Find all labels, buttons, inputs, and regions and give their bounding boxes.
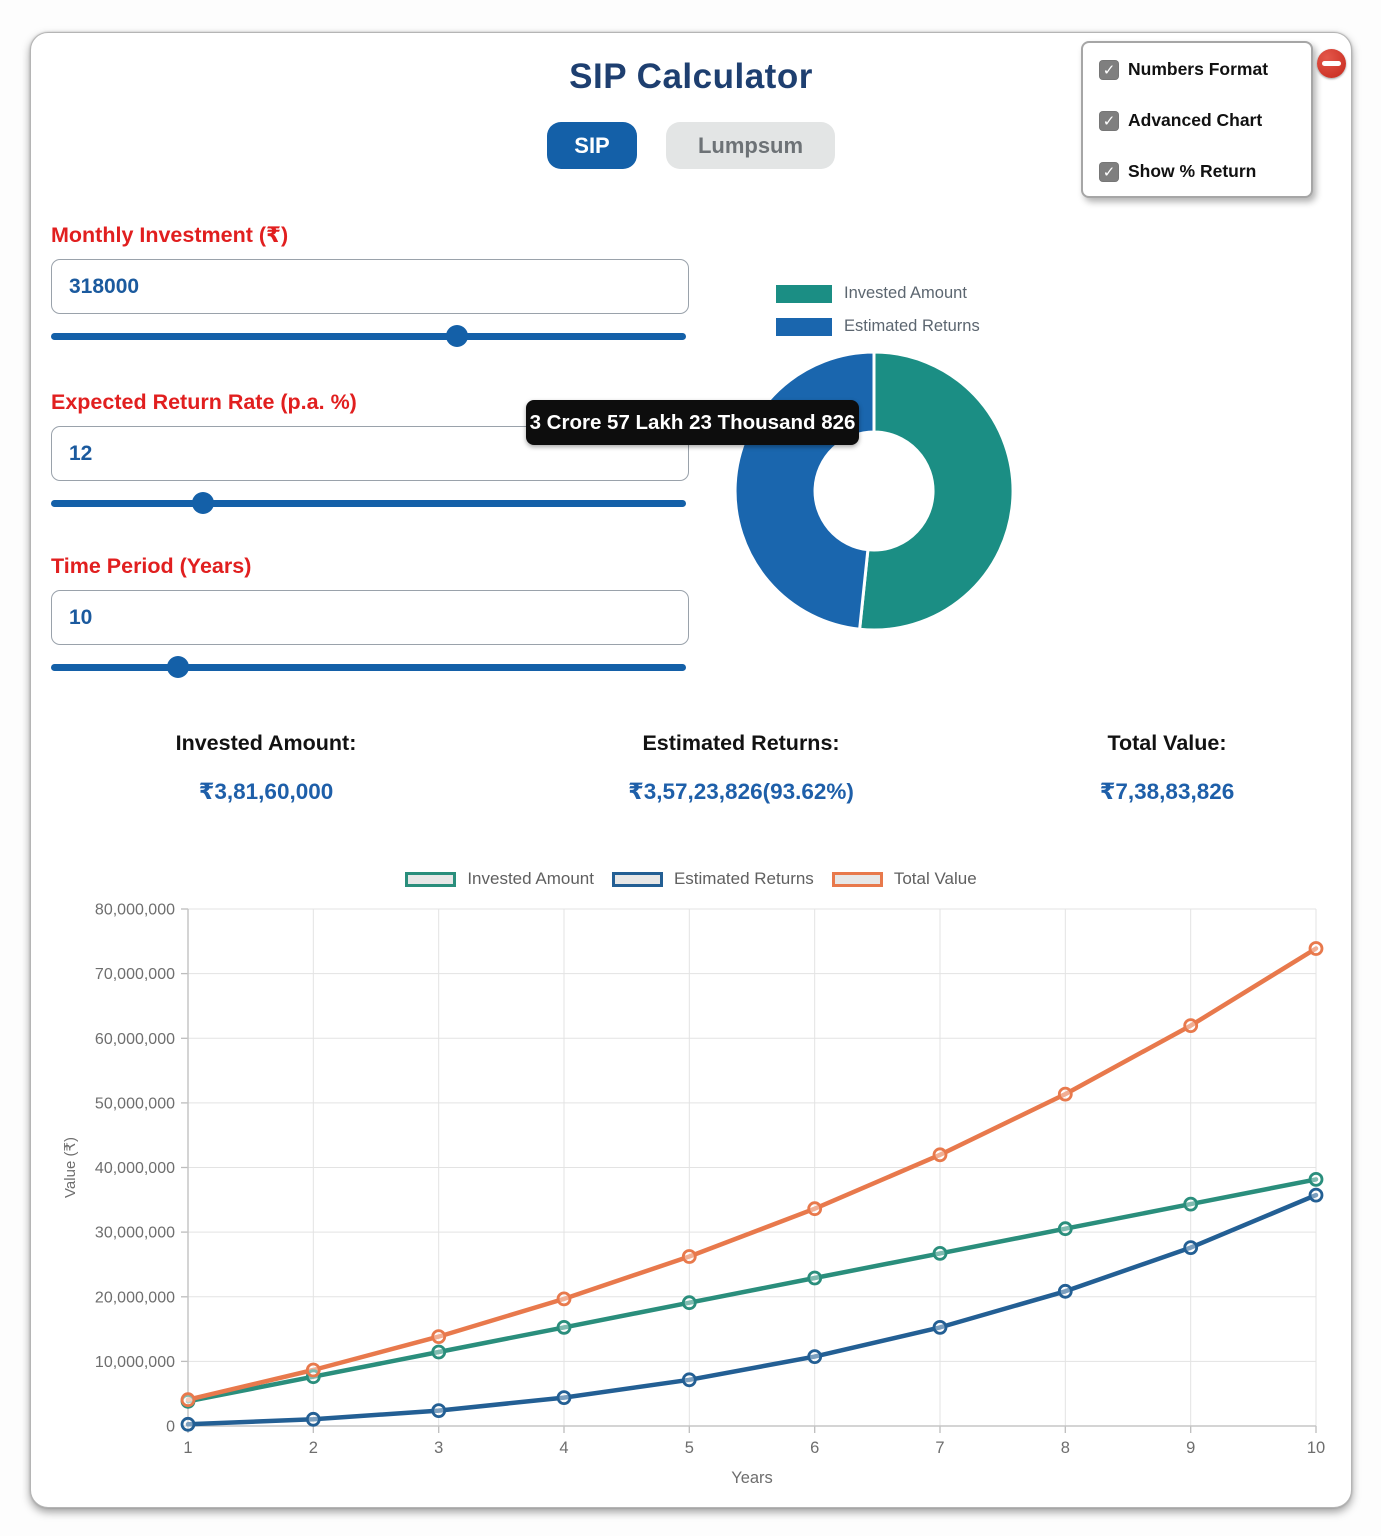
svg-text:5: 5 — [684, 1439, 694, 1457]
blocked-extension-icon[interactable] — [1317, 49, 1346, 78]
data-point[interactable] — [1310, 943, 1322, 955]
tab-lumpsum[interactable]: Lumpsum — [666, 122, 835, 169]
monthly-investment-input[interactable] — [51, 259, 689, 314]
option-show-percent-return[interactable] — [1099, 161, 1297, 182]
svg-text:2: 2 — [308, 1439, 318, 1457]
data-point[interactable] — [1310, 1189, 1322, 1201]
svg-text:70,000,000: 70,000,000 — [94, 966, 175, 984]
tab-sip[interactable]: SIP — [547, 122, 637, 169]
data-point[interactable] — [1059, 1088, 1071, 1100]
page-title: SIP Calculator — [569, 57, 813, 96]
svg-text:1: 1 — [183, 1439, 193, 1457]
svg-text:6: 6 — [810, 1439, 820, 1457]
svg-text:4: 4 — [559, 1439, 569, 1457]
data-point[interactable] — [809, 1351, 821, 1363]
estimated-returns-summary — [481, 731, 1001, 805]
numbers-format-checkbox[interactable]: ✓ — [1099, 60, 1119, 80]
invested-amount-swatch — [405, 872, 456, 887]
total-value-summary — [1001, 731, 1333, 805]
data-point[interactable] — [683, 1374, 695, 1386]
series-line — [188, 1195, 1316, 1424]
svg-text:10: 10 — [1306, 1439, 1326, 1457]
legend-item-invested — [776, 284, 980, 303]
donut-legend — [776, 284, 980, 336]
expected-return-slider[interactable] — [51, 492, 686, 514]
svg-text:Value (₹): Value (₹) — [62, 1137, 79, 1198]
slider-track[interactable] — [51, 664, 686, 671]
line-chart-legend — [31, 869, 1351, 889]
summary-label: Invested Amount: — [175, 731, 357, 755]
svg-text:10,000,000: 10,000,000 — [94, 1354, 175, 1371]
time-period-group — [51, 554, 689, 678]
data-point[interactable] — [1310, 1173, 1322, 1185]
legend-label: Invested Amount — [844, 284, 967, 302]
data-point[interactable] — [934, 1149, 946, 1161]
expected-return-label: Expected Return Rate (p.a. %) — [51, 390, 357, 414]
invested-amount-summary — [51, 731, 481, 805]
time-period-label: Time Period (Years) — [51, 554, 252, 578]
option-label: Numbers Format — [1128, 59, 1269, 79]
show-percent-return-checkbox[interactable]: ✓ — [1099, 162, 1119, 182]
series — [182, 943, 1322, 1431]
legend-label: Invested Amount — [467, 869, 594, 888]
legend-label: Estimated Returns — [844, 317, 980, 335]
slider-thumb[interactable] — [192, 492, 214, 514]
data-point[interactable] — [182, 1418, 194, 1430]
data-point[interactable] — [558, 1321, 570, 1333]
data-point[interactable] — [307, 1413, 319, 1425]
slider-thumb[interactable] — [167, 656, 189, 678]
summary-label: Total Value: — [1107, 731, 1227, 755]
data-point[interactable] — [809, 1272, 821, 1284]
tick-labels — [62, 902, 1325, 1487]
data-point[interactable] — [433, 1346, 445, 1358]
summary-label: Estimated Returns: — [642, 731, 840, 755]
data-point[interactable] — [1059, 1285, 1071, 1297]
invested-amount-swatch — [776, 285, 832, 303]
option-label: Advanced Chart — [1128, 110, 1263, 130]
legend-label: Estimated Returns — [673, 869, 814, 888]
data-point[interactable] — [1059, 1223, 1071, 1235]
data-point[interactable] — [558, 1392, 570, 1404]
donut-slice[interactable] — [860, 352, 1013, 630]
svg-text:40,000,000: 40,000,000 — [94, 1160, 175, 1178]
svg-text:60,000,000: 60,000,000 — [94, 1030, 175, 1048]
data-point[interactable] — [307, 1364, 319, 1376]
allocation-donut-chart[interactable] — [724, 340, 1024, 640]
option-label: Show % Return — [1128, 161, 1257, 181]
growth-line-chart[interactable] — [61, 901, 1331, 1501]
estimated-returns-swatch — [612, 872, 663, 887]
data-point[interactable] — [182, 1394, 194, 1406]
slider-thumb[interactable] — [446, 325, 468, 347]
svg-text:Years: Years — [731, 1469, 773, 1487]
donut-tooltip: 3 Crore 57 Lakh 23 Thousand 826 — [526, 400, 859, 445]
option-advanced-chart[interactable] — [1099, 110, 1297, 131]
total-value-swatch — [832, 872, 883, 887]
advanced-chart-checkbox[interactable]: ✓ — [1099, 111, 1119, 131]
time-period-slider[interactable] — [51, 656, 686, 678]
monthly-investment-group — [51, 223, 689, 347]
data-point[interactable] — [1185, 1242, 1197, 1254]
svg-text:50,000,000: 50,000,000 — [94, 1095, 175, 1113]
data-point[interactable] — [433, 1331, 445, 1343]
slider-track[interactable] — [51, 500, 686, 507]
data-point[interactable] — [683, 1251, 695, 1263]
data-point[interactable] — [683, 1297, 695, 1309]
svg-text:3: 3 — [434, 1439, 444, 1457]
monthly-investment-slider[interactable] — [51, 325, 686, 347]
data-point[interactable] — [433, 1405, 445, 1417]
svg-text:7: 7 — [935, 1439, 945, 1457]
legend-item-returns — [776, 317, 980, 336]
donut-slice[interactable] — [735, 352, 874, 629]
svg-text:20,000,000: 20,000,000 — [94, 1289, 175, 1307]
series-line — [188, 949, 1316, 1400]
summary-value: ₹3,57,23,826(93.62%) — [628, 779, 854, 804]
svg-text:0: 0 — [166, 1418, 175, 1436]
data-point[interactable] — [558, 1293, 570, 1305]
monthly-investment-label: Monthly Investment (₹) — [51, 223, 289, 247]
data-point[interactable] — [809, 1203, 821, 1215]
legend-item-returns — [612, 869, 814, 889]
grid — [188, 909, 1316, 1426]
option-numbers-format[interactable] — [1099, 59, 1297, 80]
svg-text:9: 9 — [1186, 1439, 1196, 1457]
legend-item-invested — [405, 869, 594, 889]
svg-text:80,000,000: 80,000,000 — [94, 901, 175, 919]
data-point[interactable] — [1185, 1198, 1197, 1210]
time-period-input[interactable] — [51, 590, 689, 645]
legend-label: Total Value — [893, 869, 977, 888]
axes — [181, 909, 1316, 1433]
summary-value: ₹7,38,83,826 — [1099, 779, 1235, 804]
svg-text:8: 8 — [1060, 1439, 1070, 1457]
summary-value: ₹3,81,60,000 — [198, 779, 334, 804]
data-point[interactable] — [1185, 1020, 1197, 1032]
data-point[interactable] — [934, 1247, 946, 1259]
sip-calculator-card — [30, 32, 1352, 1508]
svg-text:30,000,000: 30,000,000 — [94, 1224, 175, 1242]
estimated-returns-swatch — [776, 318, 832, 336]
data-point[interactable] — [934, 1321, 946, 1333]
slider-track[interactable] — [51, 333, 686, 340]
options-panel — [1081, 41, 1313, 198]
legend-item-total — [832, 869, 977, 889]
